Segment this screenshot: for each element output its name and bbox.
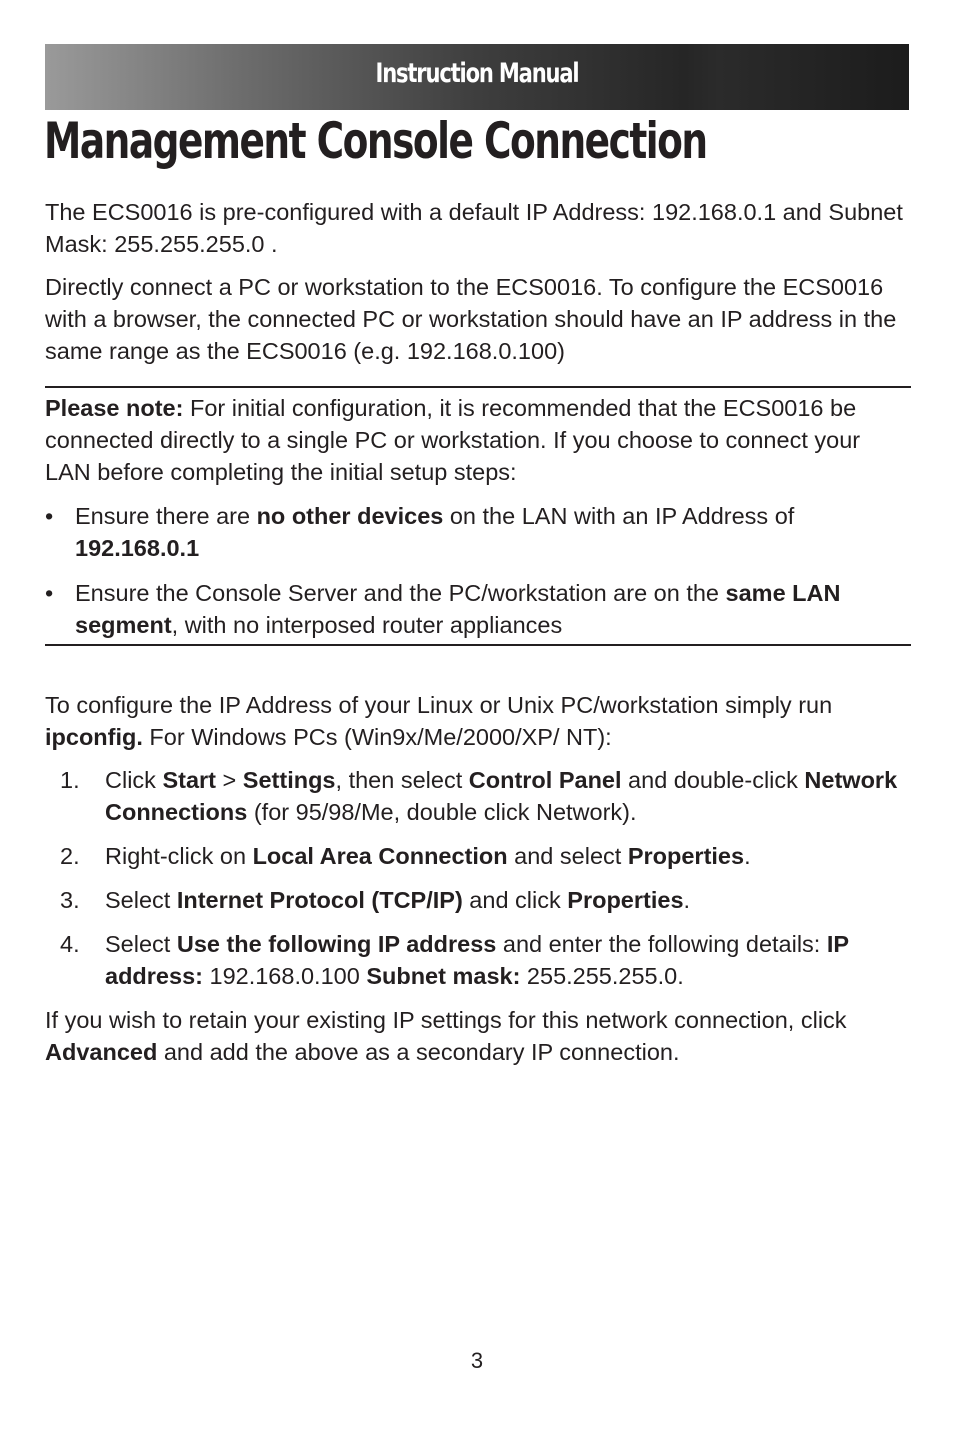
step-bold: Subnet mask: [366, 963, 521, 989]
step-text: Click [105, 767, 163, 793]
configure-text: To configure the IP Address of your Linux or Unix PC/workstation simply run [45, 692, 833, 718]
step-text: 192.168.0.100 [202, 963, 367, 989]
step-number: 4. [60, 931, 80, 957]
step-bold: Control Panel [468, 767, 622, 793]
step-text: and enter the following details: [496, 931, 827, 957]
step-text: . [744, 843, 751, 869]
steps-list [45, 764, 911, 992]
step-text: 255.255.255.0. [520, 963, 684, 989]
step-text: and select [507, 843, 628, 869]
note-bullet-list [45, 500, 911, 641]
bullet-text: , with no interposed router appliances [171, 612, 563, 638]
bullet-bold: no other devices [256, 503, 444, 529]
bullet-text: Ensure the Console Server and the PC/workstation are on the [75, 580, 726, 606]
configure-paragraph [45, 689, 911, 753]
note-text: For initial configuration, it is recommended that the ECS0016 be connected directly to a single PC or workstation. If you choose to connect your LAN before completing the initial setup steps: [45, 395, 861, 485]
step-text: . [683, 887, 691, 913]
step-number: 3. [60, 887, 80, 913]
bullet-bold: same LAN segment [75, 580, 841, 638]
step-text: Select [105, 931, 177, 957]
bullet-bold: 192.168.0.1 [75, 535, 200, 561]
step-bold: Start [162, 767, 216, 793]
note-paragraph [45, 392, 911, 488]
closing-bold: Advanced [45, 1039, 158, 1065]
step-item [45, 884, 911, 916]
step-bold: IP address: [105, 931, 849, 989]
step-text: and click [462, 887, 568, 913]
page-number: 3 [470, 1348, 484, 1373]
page-content [45, 196, 911, 1068]
closing-text: and add the above as a secondary IP connection. [157, 1039, 680, 1065]
page-title: Management Console Connection [44, 112, 707, 170]
bullet-glyph: • [45, 503, 54, 529]
step-text: > [216, 767, 243, 793]
bullet-text: Ensure there are [75, 503, 257, 529]
step-bold: Properties [567, 887, 684, 913]
note-bullet-item [45, 500, 911, 564]
step-bold: Use the following IP address [176, 931, 497, 957]
step-text: (for 95/98/Me, double click Network). [247, 799, 637, 825]
step-item [45, 840, 911, 872]
note-bullet-item [45, 577, 911, 641]
step-item [45, 928, 911, 992]
step-text: and double-click [621, 767, 805, 793]
header-label: Instruction Manual [375, 58, 579, 89]
closing-text: If you wish to retain your existing IP settings for this network connection, click [45, 1007, 847, 1033]
intro-paragraph-2: Directly connect a PC or workstation to the ECS0016. To configure the ECS0016 with a browser, the connected PC or workstation should have an IP address in the same range as the ECS0016 (e.g. 192.168.0.100) [45, 274, 897, 364]
configure-text: For Windows PCs (Win9x/Me/2000/XP/ NT): [142, 724, 612, 750]
step-number: 2. [60, 843, 80, 869]
step-text: Right-click on [105, 843, 253, 869]
closing-paragraph [45, 1004, 911, 1068]
bullet-text: on the LAN with an IP Address of [443, 503, 795, 529]
step-bold: Local Area Connection [252, 843, 508, 869]
bullet-glyph: • [45, 580, 54, 606]
step-text: , then select [335, 767, 469, 793]
step-bold: Internet Protocol (TCP/IP) [176, 887, 463, 913]
step-text: Select [105, 887, 177, 913]
configure-command: ipconfig. [45, 724, 143, 750]
step-bold: Properties [627, 843, 745, 869]
header-bar [45, 44, 909, 110]
note-label: Please note: [45, 395, 184, 421]
note-box [45, 386, 911, 646]
step-bold: Network Connections [105, 767, 898, 825]
step-bold: Settings [242, 767, 336, 793]
intro-paragraph-1: The ECS0016 is pre-configured with a default IP Address: 192.168.0.1 and Subnet Mask: 255.255.255.0 . [45, 199, 903, 257]
step-item [45, 764, 911, 828]
step-number: 1. [60, 767, 80, 793]
